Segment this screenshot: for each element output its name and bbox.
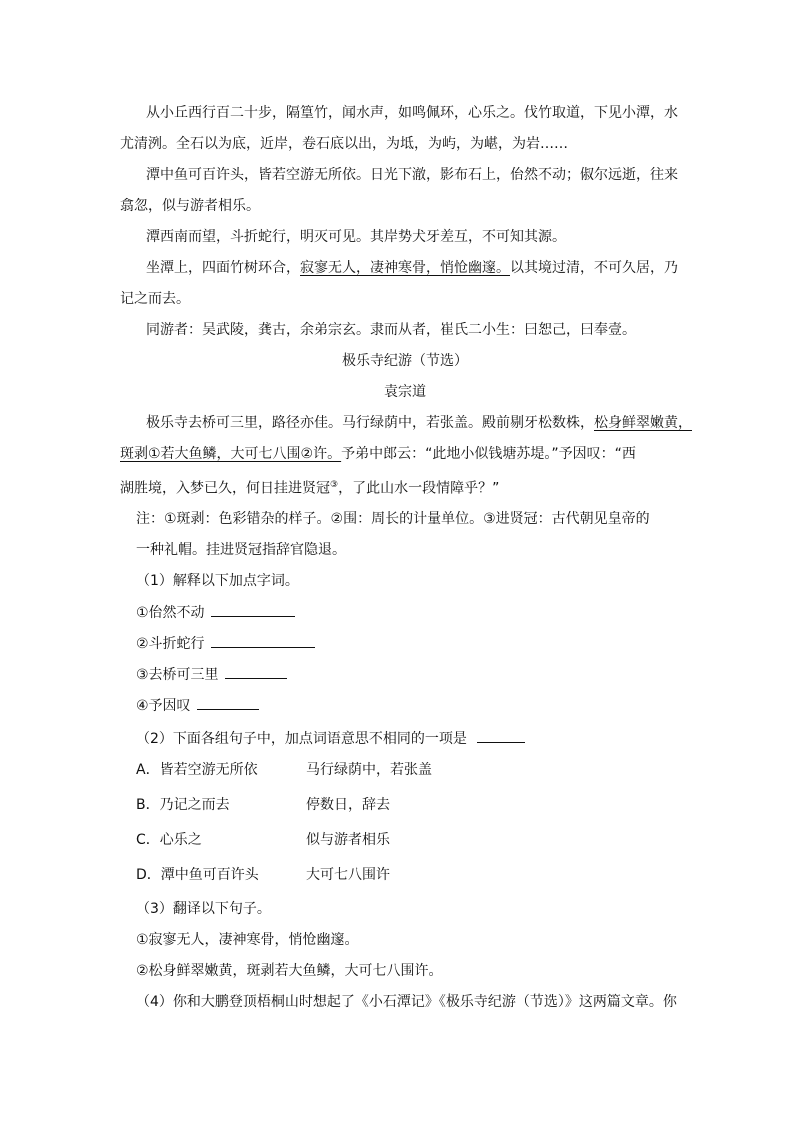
q2-option-a-pair: 马行绿荫中，若张盖: [306, 762, 432, 778]
answer-blank-d[interactable]: [197, 695, 259, 710]
q2-option-a: [136, 760, 736, 780]
passage1-p2-line1: 潭中鱼可百许头，皆若空游无所依。日光下澈，影布石上，佁然不动；俶尔远逝，往来: [146, 167, 678, 183]
p4-text-pre: 坐潭上，四面竹树环合，: [146, 260, 300, 276]
passage2-line1: [146, 413, 692, 433]
q1-b-text: ②斗折蛇行: [136, 636, 205, 652]
answer-blank-a[interactable]: [211, 602, 295, 617]
passage1-p5: 同游者：吴武陵，龚古，余弟宗玄。隶而从者，崔氏二小生：曰恕己，曰奉壹。: [146, 322, 636, 338]
q2-stem: [136, 728, 525, 749]
p2-l3-text-pre: 湖胜境，入梦已久，何日挂进贤冠: [120, 480, 330, 497]
passage1-p3: 潭西南而望，斗折蛇行，明灭可见。其岸势犬牙差互，不可知其源。: [146, 229, 566, 245]
q3-sentence-2: ②松身鲜翠嫩黄，斑剥若大鱼鳞，大可七八围许。: [136, 963, 443, 979]
q2-option-c-pair: 似与游者相乐: [306, 832, 390, 848]
passage1-p1-line1: 从小丘西行百二十步，隔篁竹，闻水声，如鸣佩环，心乐之。伐竹取道，下见小潭，水: [146, 105, 678, 121]
q3-stem: （3）翻译以下句子。: [136, 901, 271, 917]
p4-underlined-sentence: 寂寥无人，凄神寒骨，悄怆幽邃。: [300, 260, 510, 276]
notes-line2: 一种礼帽。挂进贤冠指辞官隐退。: [136, 542, 346, 558]
passage2-author: 袁宗道: [384, 384, 426, 400]
p2-l1-underlined: 松身鲜翠嫩黄，: [594, 415, 692, 431]
q3-sentence-1: ①寂寥无人，凄神寒骨，悄怆幽邃。: [136, 932, 359, 948]
passage1-p1-line2: 尤清洌。全石以为底，近岸，卷石底以出，为坻，为屿，为嵁，为岩……: [120, 136, 568, 152]
p2-l1-text: 极乐寺去桥可三里，路径亦佳。马行绿荫中，若张盖。殿前剔牙松数株，: [146, 415, 594, 431]
q2-option-c: [136, 830, 736, 850]
footnote-marker-3: ③: [330, 480, 339, 490]
p2-l2-underlined: 斑剥①若大鱼鳞，大可七八围②许。: [120, 446, 342, 462]
q4-stem: （4）你和大鹏登顶梧桐山时想起了《小石潭记》《极乐寺纪游（节选）》这两篇文章。你: [136, 994, 677, 1010]
q1-c-text: ③去桥可三里: [136, 667, 219, 683]
passage1-p2-line2: 翕忽，似与游者相乐。: [120, 198, 260, 214]
passage1-p4-line2: 记之而去。: [120, 291, 190, 307]
q2-option-c-label: C．心乐之: [136, 832, 202, 848]
answer-blank-q2[interactable]: [477, 728, 525, 743]
passage1-p4-line1: [146, 258, 678, 278]
q2-option-d: [136, 865, 736, 885]
answer-blank-c[interactable]: [225, 664, 287, 679]
q2-option-d-pair: 大可七八围许: [306, 867, 390, 883]
q2-option-b: [136, 795, 736, 815]
q1-stem: （1）解释以下加点字词。: [136, 573, 299, 589]
q2-option-b-label: B．乃记之而去: [136, 797, 230, 813]
q1-item-d: [136, 695, 259, 716]
q1-item-b: [136, 633, 315, 654]
passage2-title: 极乐寺纪游（节选）: [342, 353, 468, 369]
q1-a-text: ①佁然不动: [136, 605, 205, 621]
q2-option-a-label: A．皆若空游无所依: [136, 762, 258, 778]
q1-item-a: [136, 602, 295, 623]
passage2-line2: [120, 444, 636, 464]
passage2-line3: [120, 475, 499, 499]
p4-text-post: 以其境过清，不可久居，乃: [510, 260, 678, 276]
p2-l2-text: 予弟中郎云：“此地小似钱塘苏堤。”予因叹：“西: [341, 446, 636, 462]
answer-blank-b[interactable]: [211, 633, 315, 648]
q1-d-text: ④予因叹: [136, 698, 191, 714]
q1-item-c: [136, 664, 287, 685]
q2-option-d-label: D．潭中鱼可百许头: [136, 867, 259, 883]
q2-stem-text: （2）下面各组句子中，加点词语意思不相同的一项是: [136, 731, 467, 747]
q2-option-b-pair: 停数日，辞去: [306, 797, 390, 813]
p2-l3-text-post: ，了此山水一段情障乎？”: [338, 480, 500, 497]
notes-line1: 注：①斑剥：色彩错杂的样子。②围：周长的计量单位。③进贤冠：古代朝见皇帝的: [136, 511, 650, 527]
